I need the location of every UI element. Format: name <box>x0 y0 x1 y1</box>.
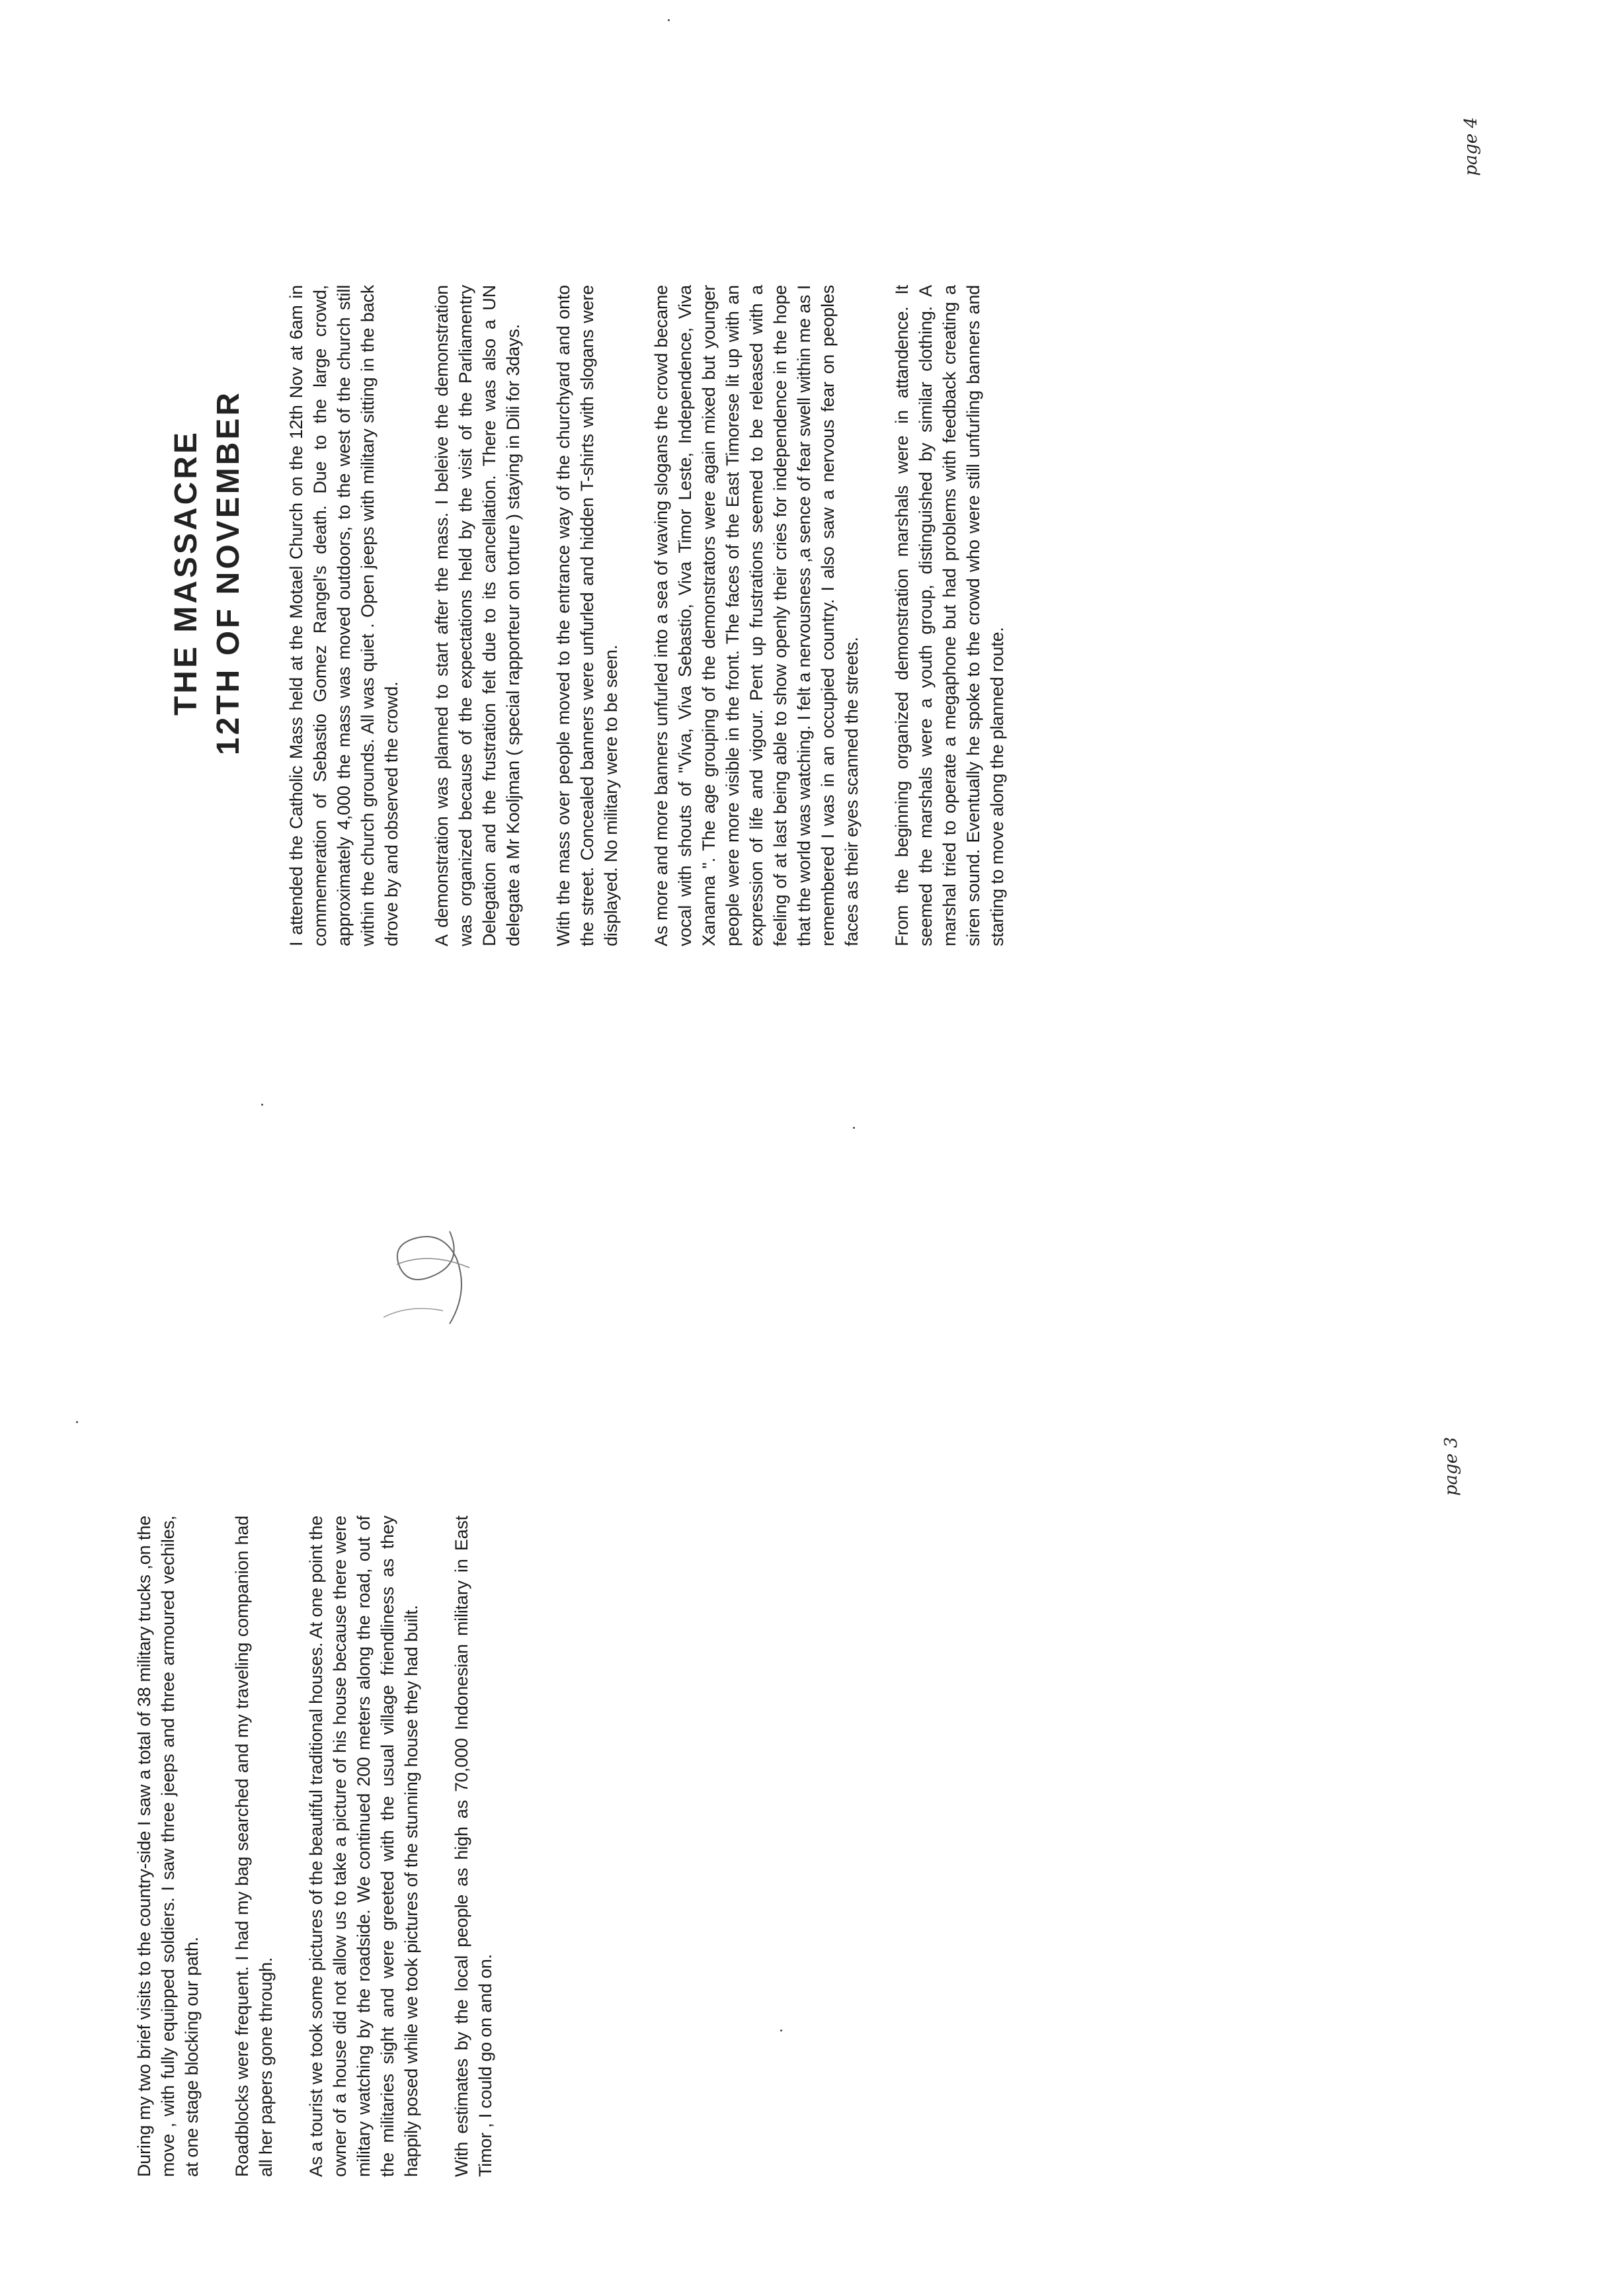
page-number: page 4 <box>1461 117 1481 176</box>
pen-scribble <box>370 1198 489 1331</box>
page-3-text <box>132 1516 524 2177</box>
scan-speck <box>668 19 670 21</box>
paragraph: As more and more banners unfurled into a sea of waving slogans the crowd became vocal with shouts of "Viva, Viva Sebastio, Viva Timor Leste, Independence, Viva Xananna ". The age grouping of the demonstrators were again mixed but younger people were more visible in the front. The faces of the East Timorese lit up with an expression of life and vigour. Pent up frustrations seemed to be released with a feeling of at last being able to show openly their cries for independence in the hope that the world was watching. I felt a nervousness ,a sence of fear swell within me as I remembered I was in an occupied country. I also saw a nervous fear on peoples faces as their eyes scanned the streets. <box>651 285 862 946</box>
paragraph: From the beginning organized demonstration marshals were in attandence. It seemed the marshals were a youth group, distinguished by similar clothing. A marshal tried to operate a megaphone but had problems with feedback creating a siren sound. Eventually he spoke to the crowd who were still unfurling banners and starting to move along the planned route. <box>892 285 1007 946</box>
paragraph: During my two brief visits to the country-side I saw a total of 38 military trucks ,on the move , with fully equipped soldiers. I saw three jeeps and three armoured vechiles, at one stage blocking our path. <box>134 1516 202 2177</box>
paragraph: With the mass over people moved to the entrance way of the churchyard and onto the street. Concealed banners were unfurled and hidden T-shirts with slogans were displayed. No military were to be seen. <box>553 285 621 946</box>
paragraph: As a tourist we took some pictures of the beautiful traditional houses. At one point the owner of a house did not allow us to take a picture of his house because there were military watching by the roadside. We continued 200 meters along the road, out of the militaries sight and were greeted with the usual village friendliness as they happily posed while we took pictures of the stunning house they had built. <box>306 1515 421 2177</box>
paragraph: I attended the Catholic Mass held at the Motael Church on the 12th Nov at 6am in commemeration of Sebastio Gomez Rangel's death. Due to the large crowd, approximately 4,000 the mass was moved outdoors, to the west of the church still within the church grounds. All was quiet . Open jeeps with military sitting in the back drove by and observed the crowd. <box>286 285 401 946</box>
page-3 <box>0 1148 1608 2296</box>
scan-speck <box>76 1421 78 1423</box>
paragraph: A demonstration was planned to start after the mass. I beleive the demonstration was organized because of the expectations held by the visit of the Parliamentry Delegation and the frustration felt due to its cancellation. There was also a UN delegate a Mr Kooljman ( special rapporteur on torture ) staying in Dili for 3days. <box>432 285 523 946</box>
scan-speck <box>261 1104 263 1106</box>
title-line: THE MASSACRE <box>169 429 204 716</box>
scan-speck <box>853 1127 855 1129</box>
page-number: page 3 <box>1441 1437 1461 1496</box>
page-4-text <box>284 285 1035 946</box>
page-title <box>165 315 250 831</box>
paragraph: With estimates by the local people as high as 70,000 Indonesian military in East Timor , I could go on and on. <box>452 1516 495 2177</box>
paragraph: Roadblocks were frequent. I had my bag searched and my traveling companion had all her papers gone through. <box>232 1516 276 2177</box>
scan-speck <box>780 2030 782 2031</box>
title-line: 12TH OF NOVEMBER <box>211 390 246 756</box>
